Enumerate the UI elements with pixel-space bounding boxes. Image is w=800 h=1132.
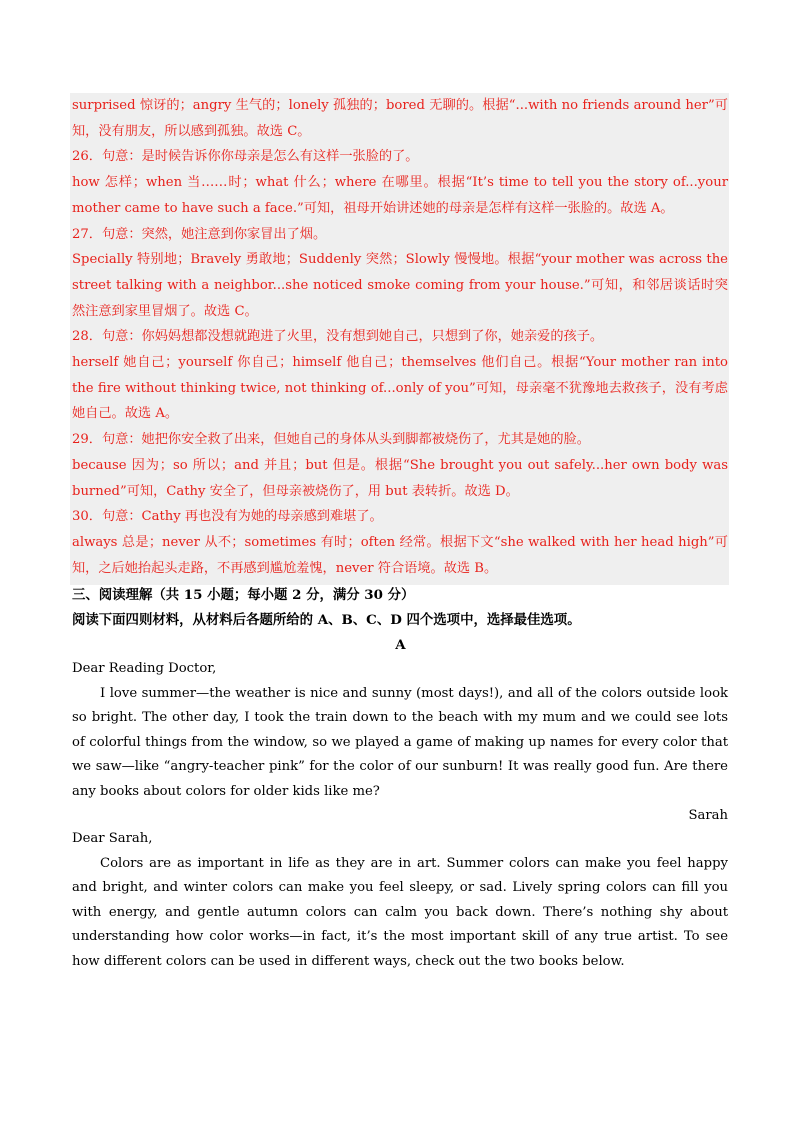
answer-26-meaning: 26．句意：是时候告诉你你母亲是怎么有这样一张脸的了。 bbox=[72, 149, 419, 165]
passage-label: A bbox=[395, 637, 406, 653]
letter-body: I love summer—the weather is nice and sunny (most days!), and all of the colors outside look so bright. The other day, I took the train down to the beach with my mum and we could see lots of colorful things from the window, so we played a game of making up names for every color that we saw—like “angry-teacher pink” for the color of our sunburn! It was really good fun. Are there any books about colors for older kids like me? bbox=[72, 685, 728, 799]
letter-signature: Sarah bbox=[688, 808, 728, 823]
answer-explanation-29: because 因为；so 所以；and 并且；but 但是。根据“She brought you out safely...her own body was burned”可知，Cathy 安全了，但母亲被烧伤了，用 but 表转折。故选 D。 bbox=[72, 457, 728, 499]
letter-from-sarah bbox=[72, 657, 728, 829]
letter-body: Colors are as important in life as they are in art. Summer colors can make you feel happy and bright, and winter colors can make you feel sleepy, or sad. Lively spring colors can fill you with energy, and gentle autumn colors can calm you back down. There’s nothing shy about understanding how color works—in fact, it’s the most important skill of any true artist. To see how different colors can be used in different ways, check out the two books below. bbox=[72, 855, 728, 969]
letter-salutation: Dear Sarah, bbox=[72, 831, 153, 846]
answer-30-meaning: 30．句意：Cathy 再也没有为她的母亲感到难堪了。 bbox=[72, 509, 383, 525]
section-instruction: 阅读下面四则材料，从材料后各题所给的 A、B、C、D 四个选项中，选择最佳选项。 bbox=[72, 612, 581, 628]
answer-explanations bbox=[70, 93, 729, 585]
answer-29-meaning: 29．句意：她把你安全救了出来，但她自己的身体从头到脚都被烧伤了，尤其是她的脸。 bbox=[72, 432, 590, 448]
answer-27-meaning: 27．句意：突然，她注意到你家冒出了烟。 bbox=[72, 226, 327, 242]
answer-explanation-30: always 总是；never 从不；sometimes 有时；often 经常。根据下文“she walked with her head high”可知，之后她抬起头走路，不再感到尴尬羞愧，never 符合语境。故选 B。 bbox=[72, 534, 728, 576]
answer-explanation-25: surprised 惊讶的；angry 生气的；lonely 孤独的；bored 无聊的。根据“...with no friends around her”可知，没有朋友，所以感到孤独。故选 C。 bbox=[72, 98, 728, 139]
answer-explanation-27: Specially 特别地；Bravely 勇敢地；Suddenly 突然；Slowly 慢慢地。根据“your mother was across the street talking with a neighbor...she noticed smoke coming from your house.”可知，和邻居谈话时突然注意到家里冒烟了。故选 C。 bbox=[72, 252, 728, 319]
letter-salutation: Dear Reading Doctor, bbox=[72, 661, 217, 676]
answer-explanation-26: how 怎样；when 当……时；what 什么；where 在哪里。根据“It’s time to tell you the story of...your mother came to have such a face.”可知，祖母开始讲述她的母亲是怎样有这样一张脸的。故选 A。 bbox=[72, 175, 728, 216]
answer-explanation-28: herself 她自己；yourself 你自己；himself 他自己；themselves 他们自己。根据“Your mother ran into the fire without thinking twice, not thinking of...only of you”可知，母亲毫不犹豫地去救孩子，没有考虑她自己。故选 A。 bbox=[72, 355, 728, 422]
answer-28-meaning: 28．句意：你妈妈想都没想就跑进了火里，没有想到她自己，只想到了你，她亲爱的孩子。 bbox=[72, 329, 604, 345]
letter-to-sarah bbox=[72, 827, 728, 974]
section-title: 三、阅读理解（共 15 小题；每小题 2 分，满分 30 分） bbox=[72, 587, 415, 603]
